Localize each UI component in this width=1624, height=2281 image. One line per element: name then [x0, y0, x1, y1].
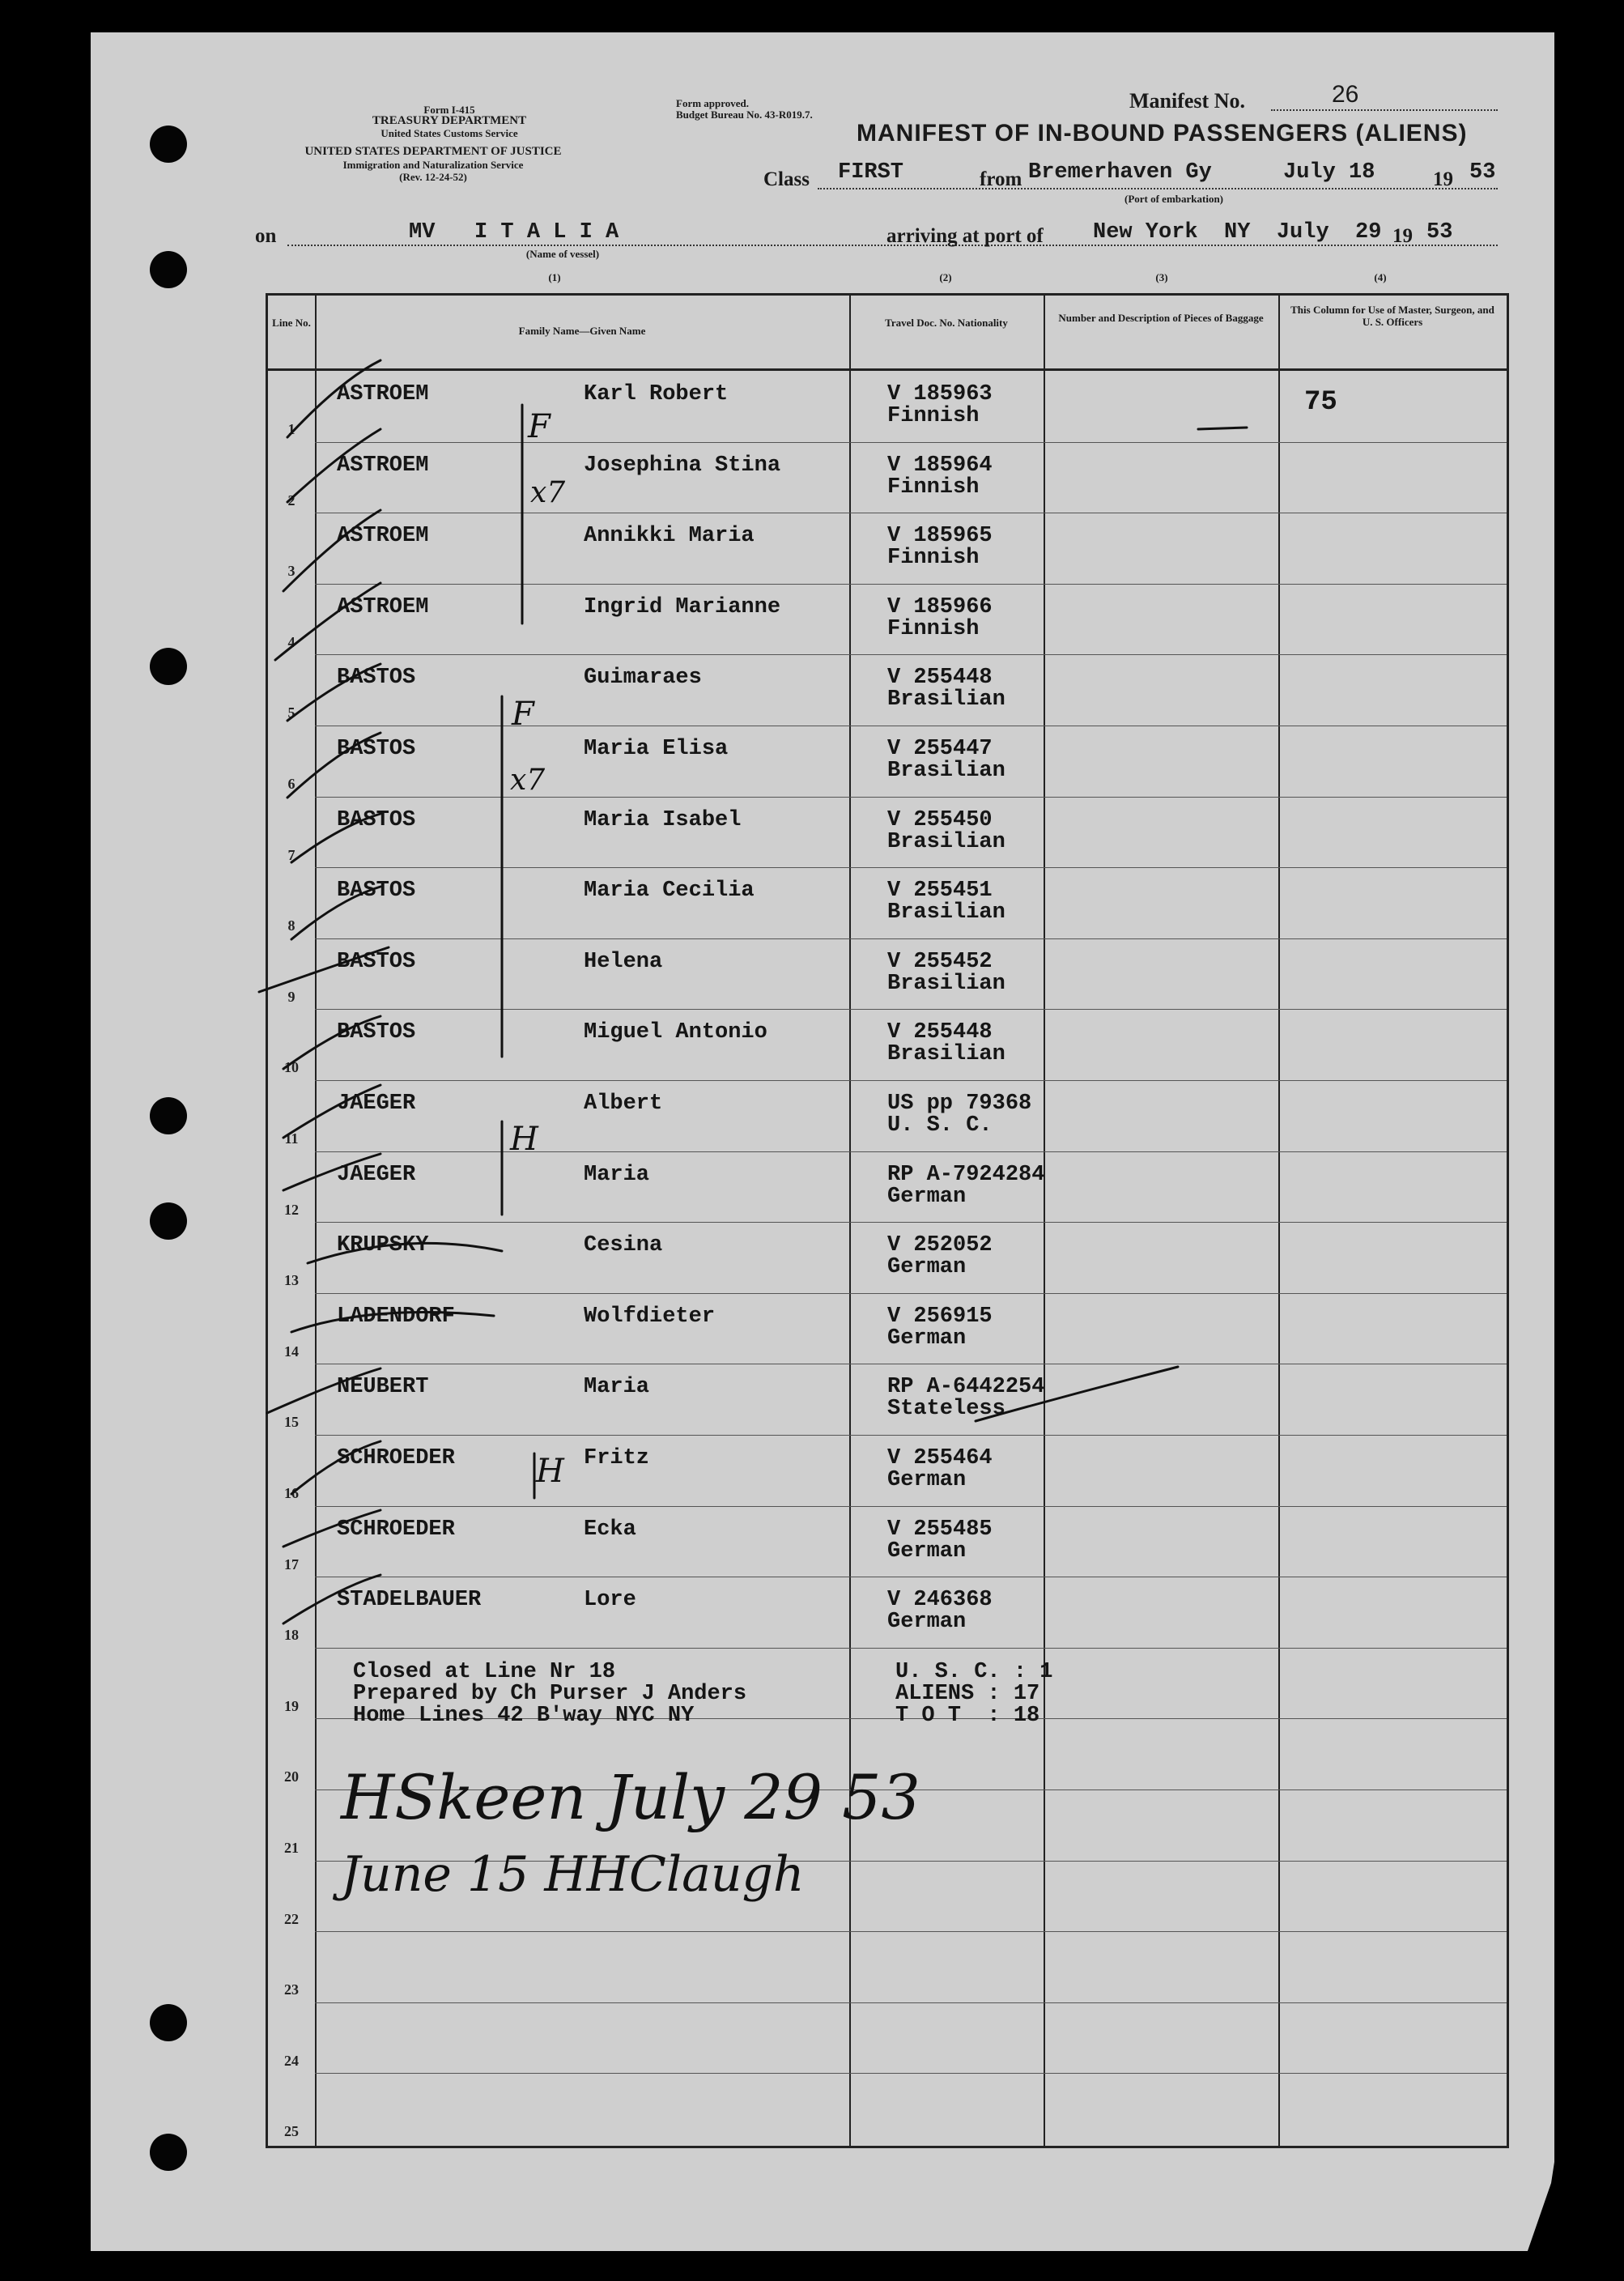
given-name: Karl Robert: [584, 382, 729, 406]
travel-doc-number: V 185963: [887, 382, 993, 406]
line-number: 11: [284, 1130, 299, 1147]
tick-mark: [283, 1016, 380, 1069]
class-label: Class: [763, 168, 810, 190]
tick-mark: [275, 583, 380, 660]
port-caption: (Port of embarkation): [1124, 193, 1224, 205]
customs-service: United States Customs Service: [380, 127, 518, 139]
tick-mark: [259, 947, 389, 992]
travel-doc-number: V 255448: [887, 666, 993, 691]
line-number: 16: [284, 1485, 299, 1501]
given-name: Maria: [584, 1375, 650, 1400]
line-number: 2: [287, 492, 295, 509]
line-number: 23: [284, 1981, 299, 1998]
col-head-line: Line No.: [272, 317, 311, 329]
line-number: 22: [284, 1910, 299, 1927]
budget-bureau: Budget Bureau No. 43-R019.7.: [676, 109, 813, 121]
given-name: Maria Isabel: [584, 807, 742, 832]
family-name: BASTOS: [337, 807, 416, 832]
nationality: Brasilian: [887, 829, 1005, 854]
travel-doc-number: V 185965: [887, 524, 993, 549]
vessel-name: MV I T A L I A: [409, 220, 619, 245]
travel-doc-number: V 256915: [887, 1304, 993, 1329]
nationality: German: [887, 1326, 967, 1351]
family-name: BASTOS: [337, 949, 416, 974]
family-name: SCHROEDER: [337, 1517, 455, 1542]
travel-doc-number: V 255485: [887, 1517, 993, 1542]
nationality: German: [887, 1538, 967, 1564]
line-number: 3: [287, 563, 295, 580]
tick-mark: [291, 1313, 494, 1333]
nationality: Finnish: [887, 474, 980, 500]
given-name: Maria Elisa: [584, 737, 729, 761]
signature-second: June 15 HHClaugh: [341, 1846, 805, 1903]
line-number: 10: [284, 1059, 299, 1076]
given-name: Wolfdieter: [584, 1304, 716, 1329]
family-name: ASTROEM: [337, 453, 429, 478]
group-mark: H: [536, 1453, 564, 1490]
family-name: JAEGER: [337, 1162, 416, 1187]
tick-mark: [1198, 428, 1247, 429]
given-name: Lore: [584, 1588, 636, 1613]
signature-inspector: HSkeen July 29 53: [341, 1761, 920, 1833]
line-number: 18: [284, 1627, 299, 1644]
line-number: 15: [284, 1414, 299, 1431]
nationality: German: [887, 1255, 967, 1280]
col-num-2: (2): [939, 271, 952, 283]
nationality: Brasilian: [887, 687, 1005, 713]
col-head-baggage: Number and Description of Pieces of Baggage: [1058, 312, 1264, 324]
tick-mark: [283, 1575, 380, 1624]
group-mark: F: [512, 696, 534, 733]
on-label: on: [255, 225, 277, 247]
travel-doc-number: V 185966: [887, 594, 993, 619]
family-name: JAEGER: [337, 1092, 416, 1116]
line-number: 8: [287, 917, 295, 934]
nationality: German: [887, 1610, 967, 1635]
travel-doc-number: V 255448: [887, 1020, 993, 1045]
home-lines-note: Home Lines 42 B'way NYC NY: [353, 1704, 695, 1728]
given-name: Guimaraes: [584, 666, 702, 691]
tick-mark: [283, 510, 380, 591]
travel-doc-number: V 252052: [887, 1233, 993, 1258]
family-name: NEUBERT: [337, 1375, 429, 1400]
given-name: Albert: [584, 1092, 663, 1116]
tick-mark: [308, 1243, 502, 1263]
tick-mark: [283, 1085, 380, 1138]
given-name: Annikki Maria: [584, 524, 755, 549]
group-mark: F: [528, 408, 551, 445]
family-name: LADENDORF: [337, 1304, 455, 1329]
line-number: 12: [284, 1201, 299, 1218]
ins-service: Immigration and Naturalization Service: [342, 159, 524, 171]
tick-mark: [283, 1510, 380, 1547]
form-revision: (Rev. 12-24-52): [399, 171, 467, 183]
tick-mark: [267, 1368, 380, 1413]
page-title: MANIFEST OF IN-BOUND PASSENGERS (ALIENS): [857, 120, 1468, 147]
given-name: Cesina: [584, 1233, 663, 1258]
nationality: Finnish: [887, 404, 980, 428]
family-name: ASTROEM: [337, 594, 429, 619]
officer-note: 75: [1304, 387, 1337, 418]
tick-mark: [283, 1154, 380, 1190]
nationality: Brasilian: [887, 900, 1005, 926]
travel-doc-number: RP A-6442254: [887, 1375, 1045, 1400]
embark-year: 53: [1469, 160, 1496, 185]
family-name: BASTOS: [337, 1020, 416, 1045]
travel-doc-number: V 255452: [887, 949, 993, 974]
given-name: Fritz: [584, 1446, 650, 1470]
line-number: 14: [284, 1343, 299, 1360]
group-mark: x7: [510, 764, 546, 797]
family-name: BASTOS: [337, 879, 416, 904]
justice-dept: UNITED STATES DEPARTMENT OF JUSTICE: [304, 145, 562, 158]
line-number: 1: [287, 421, 295, 437]
col-num-3: (3): [1155, 271, 1168, 283]
closed-note: Closed at Line Nr 18: [353, 1660, 616, 1684]
form-number: Form I-415: [423, 104, 475, 116]
line-number: 20: [284, 1768, 299, 1785]
line-number: 24: [284, 2052, 299, 2069]
tick-mark: [291, 887, 380, 939]
arrival-port: New York NY July 29: [1093, 220, 1382, 245]
travel-doc-number: US pp 79368: [887, 1092, 1032, 1116]
col-head-name: Family Name—Given Name: [518, 325, 646, 337]
given-name: Josephina Stina: [584, 453, 781, 478]
tick-mark: [291, 814, 380, 862]
nationality: U. S. C.: [887, 1113, 993, 1138]
family-name: BASTOS: [337, 737, 416, 761]
line-number: 21: [284, 1840, 299, 1856]
nationality: Stateless: [887, 1397, 1005, 1422]
tick-mark: [287, 664, 380, 721]
travel-doc-number: V 255447: [887, 737, 993, 761]
given-name: Maria Cecilia: [584, 879, 755, 904]
given-name: Maria: [584, 1162, 650, 1187]
family-name: ASTROEM: [337, 382, 429, 406]
col-num-4: (4): [1374, 271, 1387, 283]
family-name: BASTOS: [337, 666, 416, 691]
col-head-officers: This Column for Use of Master, Surgeon, and U. S. Officers: [1290, 304, 1494, 328]
grand-total: T O T : 18: [895, 1704, 1040, 1728]
nationality: Brasilian: [887, 971, 1005, 996]
tick-mark: [287, 733, 380, 798]
nationality: Brasilian: [887, 759, 1005, 783]
embark-date: July 18: [1283, 160, 1375, 185]
nationality: Finnish: [887, 616, 980, 641]
travel-doc-number: V 255464: [887, 1446, 993, 1470]
nationality: Brasilian: [887, 1042, 1005, 1067]
travel-doc-number: V 246368: [887, 1588, 993, 1613]
treasury-dept: TREASURY DEPARTMENT: [372, 114, 527, 127]
strike-line: [976, 1367, 1178, 1421]
arrival-year: 53: [1426, 220, 1453, 245]
col-head-travel-doc: Travel Doc. No. Nationality: [885, 317, 1008, 329]
line-number: 7: [287, 846, 295, 863]
arriving-label: arriving at port of: [886, 225, 1044, 247]
family-name: STADELBAUER: [337, 1588, 482, 1613]
family-name: SCHROEDER: [337, 1446, 455, 1470]
given-name: Ecka: [584, 1517, 636, 1542]
from-label: from: [980, 168, 1022, 190]
arrival-year-prefix: 19: [1392, 225, 1413, 247]
line-number: 19: [284, 1697, 299, 1714]
travel-doc-number: V 255450: [887, 807, 993, 832]
given-name: Helena: [584, 949, 663, 974]
line-number: 13: [284, 1272, 299, 1289]
given-name: Miguel Antonio: [584, 1020, 767, 1045]
family-name: KRUPSKY: [337, 1233, 429, 1258]
line-number: 17: [284, 1555, 299, 1572]
line-number: 9: [287, 988, 295, 1005]
form-approved: Form approved.: [676, 97, 750, 109]
prepared-note: Prepared by Ch Purser J Anders: [353, 1682, 747, 1706]
nationality: German: [887, 1184, 967, 1209]
col-num-1: (1): [548, 271, 561, 283]
manifest-number: 26: [1332, 81, 1359, 108]
line-number: 6: [287, 776, 295, 792]
embark-port: Bremerhaven Gy: [1028, 160, 1212, 185]
tick-mark: [291, 1441, 380, 1494]
tick-mark: [287, 429, 380, 502]
family-name: ASTROEM: [337, 524, 429, 549]
travel-doc-number: RP A-7924284: [887, 1162, 1045, 1187]
year-prefix: 19: [1433, 168, 1453, 190]
usc-total: U. S. C. : 1: [895, 1660, 1053, 1684]
nationality: Finnish: [887, 546, 980, 571]
line-number: 5: [287, 704, 295, 721]
class-value: FIRST: [838, 160, 904, 185]
aliens-total: ALIENS : 17: [895, 1682, 1040, 1706]
line-number: 4: [287, 633, 295, 650]
nationality: German: [887, 1468, 967, 1492]
travel-doc-number: V 255451: [887, 879, 993, 904]
vessel-caption: (Name of vessel): [525, 248, 600, 260]
group-mark: H: [510, 1121, 538, 1158]
travel-doc-number: V 185964: [887, 453, 993, 478]
line-number: 25: [284, 2123, 299, 2140]
tick-mark: [287, 360, 380, 437]
given-name: Ingrid Marianne: [584, 594, 781, 619]
group-mark: x7: [530, 476, 566, 509]
manifest-no-label: Manifest No.: [1129, 89, 1245, 113]
